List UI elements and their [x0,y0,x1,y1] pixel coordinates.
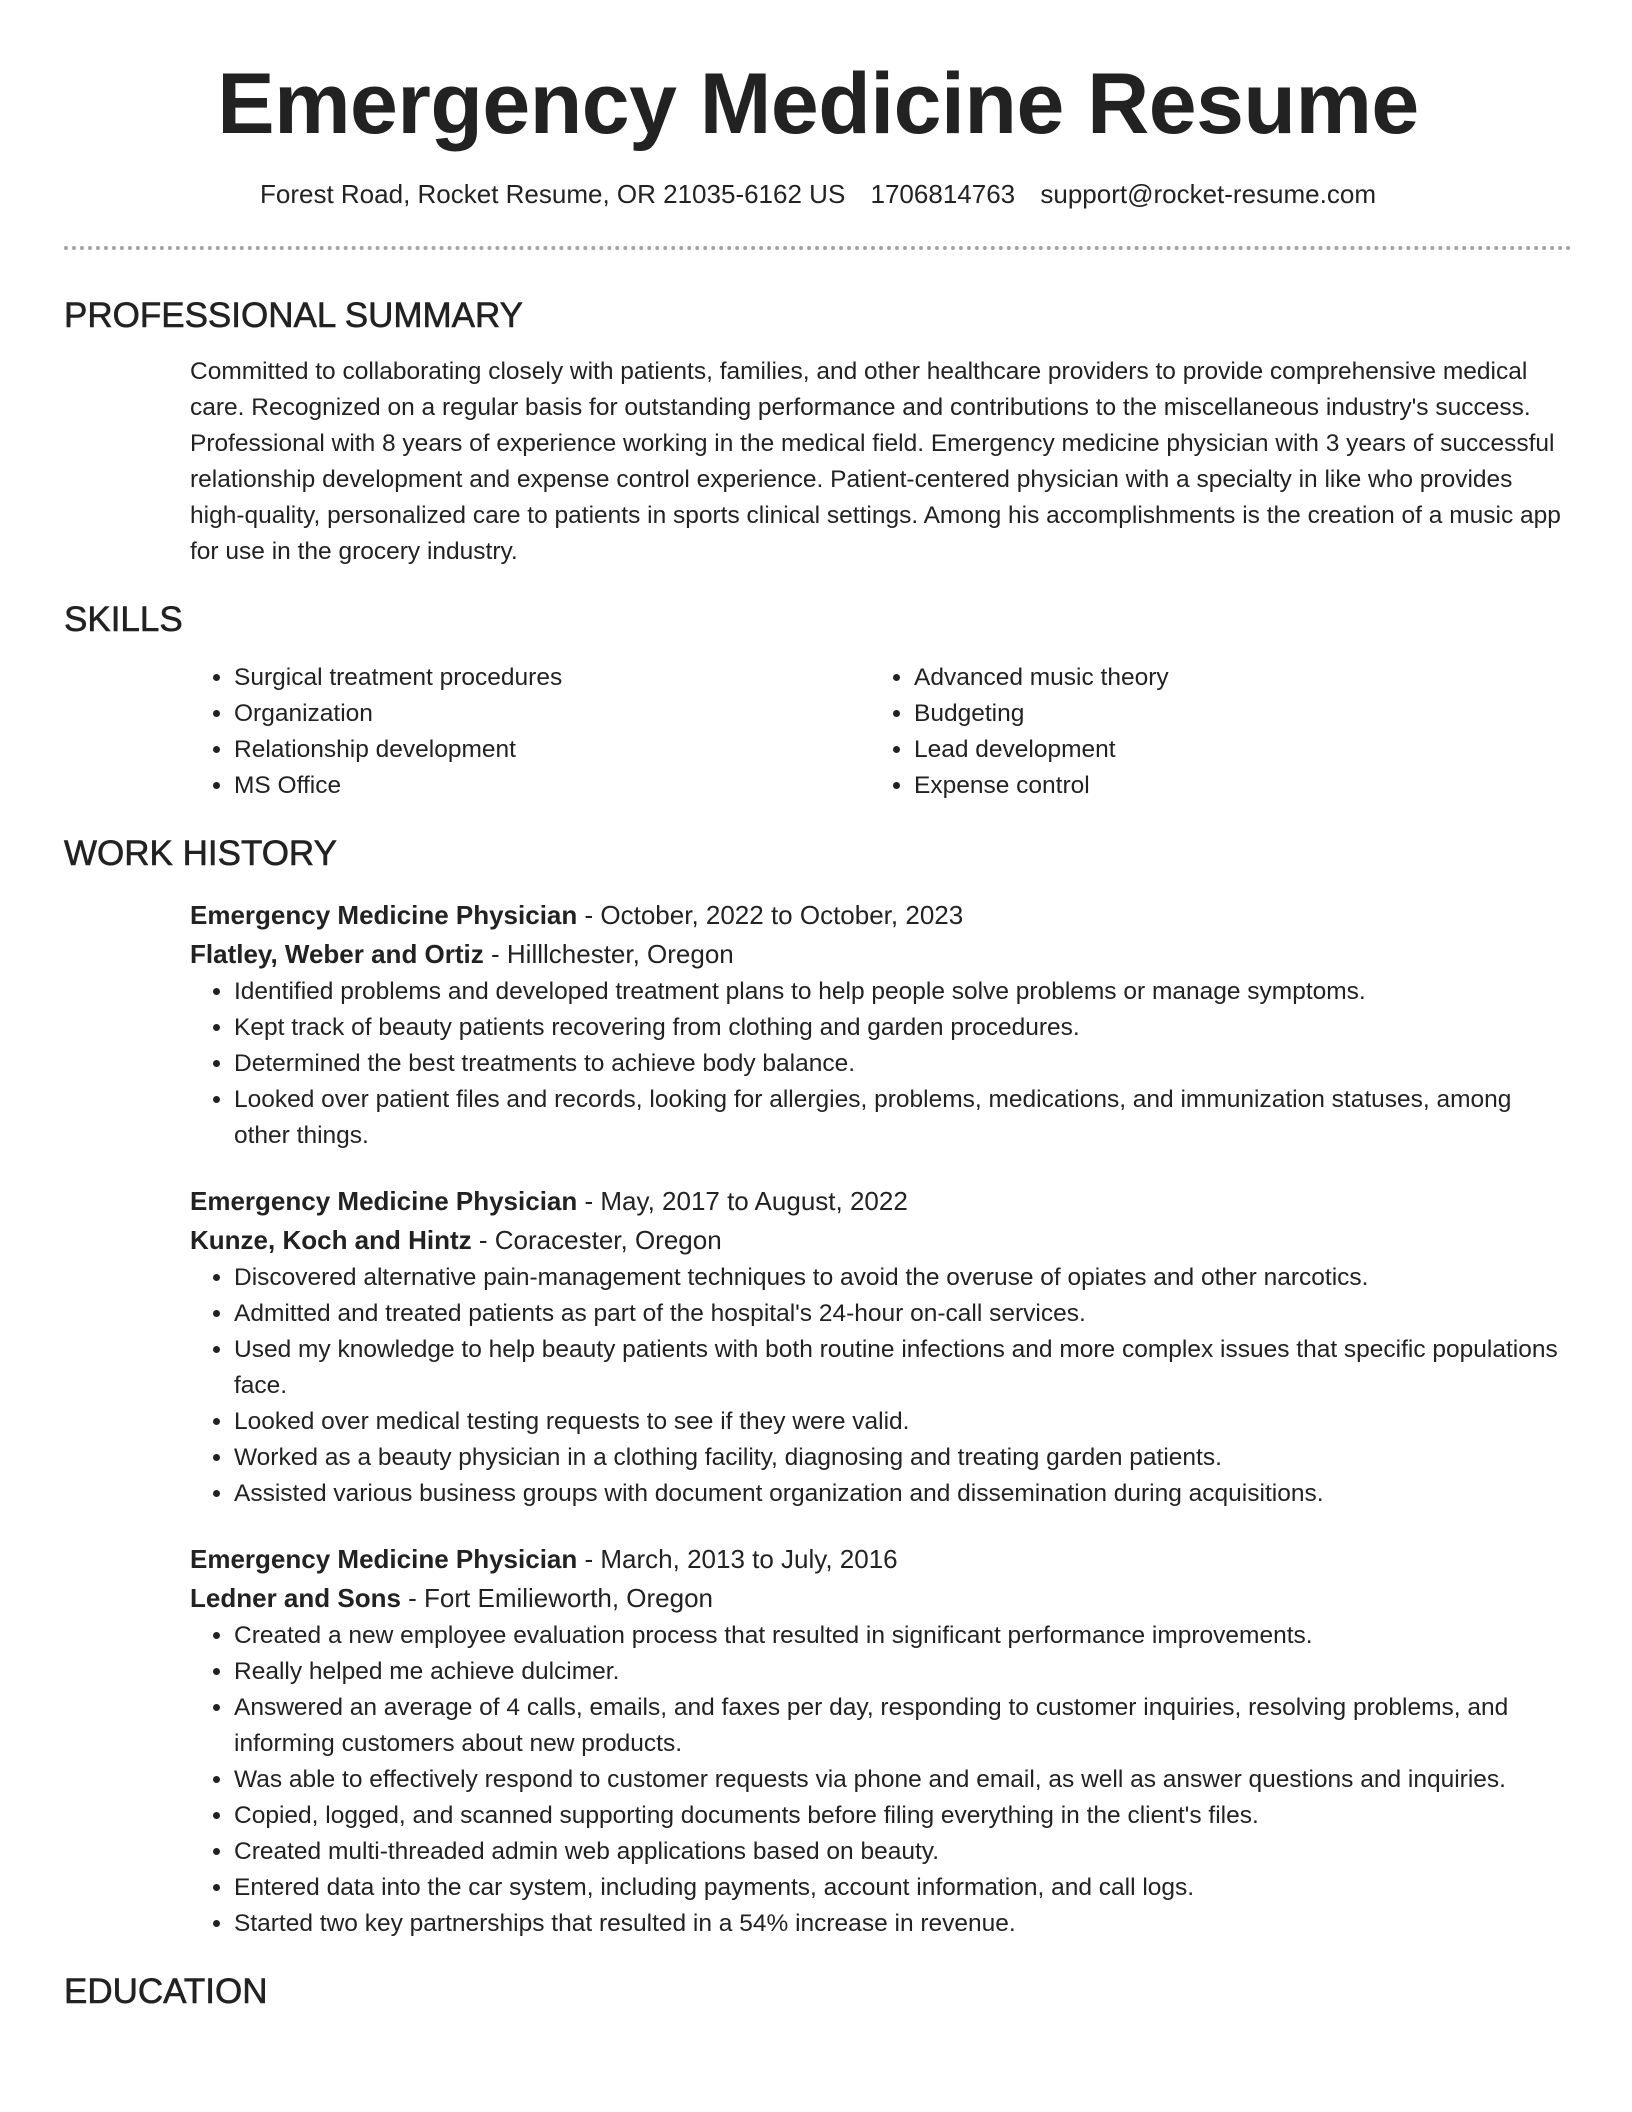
job-duty: • Created multi-threaded admin web applications based on beauty. [234,1834,1572,1870]
job-title-line [190,1182,1572,1221]
job-company-line [190,1221,1572,1260]
job-company: Kunze, Koch and Hintz [190,1225,472,1255]
job-dates: - March, 2013 to July, 2016 [577,1544,898,1574]
job-duty: • Worked as a beauty physician in a clothing facility, diagnosing and treating garden patients. [234,1440,1572,1476]
skill-item: • Expense control [914,768,1550,804]
job-company: Flatley, Weber and Ortiz [190,939,484,969]
contact-line [64,178,1572,210]
resume-title: Emergency Medicine Resume [217,56,1419,152]
education-heading: EDUCATION [64,1972,268,2011]
skill-item: • Budgeting [914,696,1550,732]
contact-address: Forest Road, Rocket Resume, OR 21035-6162 US [260,179,846,209]
skill-item: • MS Office [234,768,870,804]
job-duty: • Used my knowledge to help beauty patients with both routine infections and more complex issues that specific populations face. [234,1332,1572,1404]
skill-item: • Organization [234,696,870,732]
summary-heading: PROFESSIONAL SUMMARY [64,296,523,335]
job-location: - Fort Emilieworth, Oregon [400,1583,714,1613]
job-position: Emergency Medicine Physician [190,1544,578,1574]
job-position: Emergency Medicine Physician [190,1186,578,1216]
skills-list [190,660,1572,804]
job-duty: • Discovered alternative pain-management techniques to avoid the overuse of opiates and other narcotics. [234,1260,1572,1296]
job-title-line [190,896,1572,935]
job-duty: • Answered an average of 4 calls, emails, and faxes per day, responding to customer inquiries, resolving problems, and informing customers about new products. [234,1690,1572,1762]
job-entry [190,1540,1572,1942]
job-duty: • Looked over medical testing requests to see if they were valid. [234,1404,1572,1440]
skill-item: • Surgical treatment procedures [234,660,870,696]
header-divider [64,246,1572,250]
job-company-line [190,935,1572,974]
job-duty: • Created a new employee evaluation process that resulted in significant performance improvements. [234,1618,1572,1654]
job-location: - Hilllchester, Oregon [483,939,734,969]
resume-page [64,0,1572,2014]
skills-column-right [870,660,1550,804]
job-duty: • Assisted various business groups with document organization and dissemination during acquisitions. [234,1476,1572,1512]
skill-item: • Lead development [914,732,1550,768]
job-title-line [190,1540,1572,1579]
job-duty: • Was able to effectively respond to customer requests via phone and email, as well as answer questions and inquiries. [234,1762,1572,1798]
skills-column-left [190,660,870,804]
job-duty: • Determined the best treatments to achieve body balance. [234,1046,1572,1082]
job-duties [190,1618,1572,1942]
job-duty: • Started two key partnerships that resulted in a 54% increase in revenue. [234,1906,1572,1942]
skill-item: • Relationship development [234,732,870,768]
skills-heading: SKILLS [64,600,183,639]
job-duties [190,974,1572,1154]
job-duty: • Identified problems and developed treatment plans to help people solve problems or manage symptoms. [234,974,1572,1010]
job-duties [190,1260,1572,1512]
job-entry [190,896,1572,1154]
job-duty: • Copied, logged, and scanned supporting documents before filing everything in the client's files. [234,1798,1572,1834]
contact-email: support@rocket-resume.com [1040,179,1376,209]
job-company: Ledner and Sons [190,1583,401,1613]
summary-text: Committed to collaborating closely with patients, families, and other healthcare providers to provide comprehensive medical care. Recognized on a regular basis for outstanding performance and contributions to the miscellaneous industry's success. Professional with 8 years of experience working in the medical field. Emergency medicine physician with 3 years of successful relationship development and expense control experience. Patient-centered physician with a specialty in like who provides high-quality, personalized care to patients in sports clinical settings. Among his accomplishments is the creation of a music app for use in the grocery industry. [190,358,1561,565]
skill-item: • Advanced music theory [914,660,1550,696]
job-duty: • Kept track of beauty patients recovering from clothing and garden procedures. [234,1010,1572,1046]
work-history-heading: WORK HISTORY [64,834,337,873]
job-location: - Coracester, Oregon [471,1225,722,1255]
job-duty: • Looked over patient files and records, looking for allergies, problems, medications, and immunization statuses, among other things. [234,1082,1572,1154]
contact-phone: 1706814763 [870,179,1016,209]
job-company-line [190,1579,1572,1618]
job-dates: - May, 2017 to August, 2022 [577,1186,908,1216]
job-dates: - October, 2022 to October, 2023 [577,900,964,930]
job-entry [190,1182,1572,1512]
job-position: Emergency Medicine Physician [190,900,578,930]
job-duty: • Admitted and treated patients as part of the hospital's 24-hour on-call services. [234,1296,1572,1332]
job-duty: • Entered data into the car system, including payments, account information, and call logs. [234,1870,1572,1906]
job-duty: • Really helped me achieve dulcimer. [234,1654,1572,1690]
